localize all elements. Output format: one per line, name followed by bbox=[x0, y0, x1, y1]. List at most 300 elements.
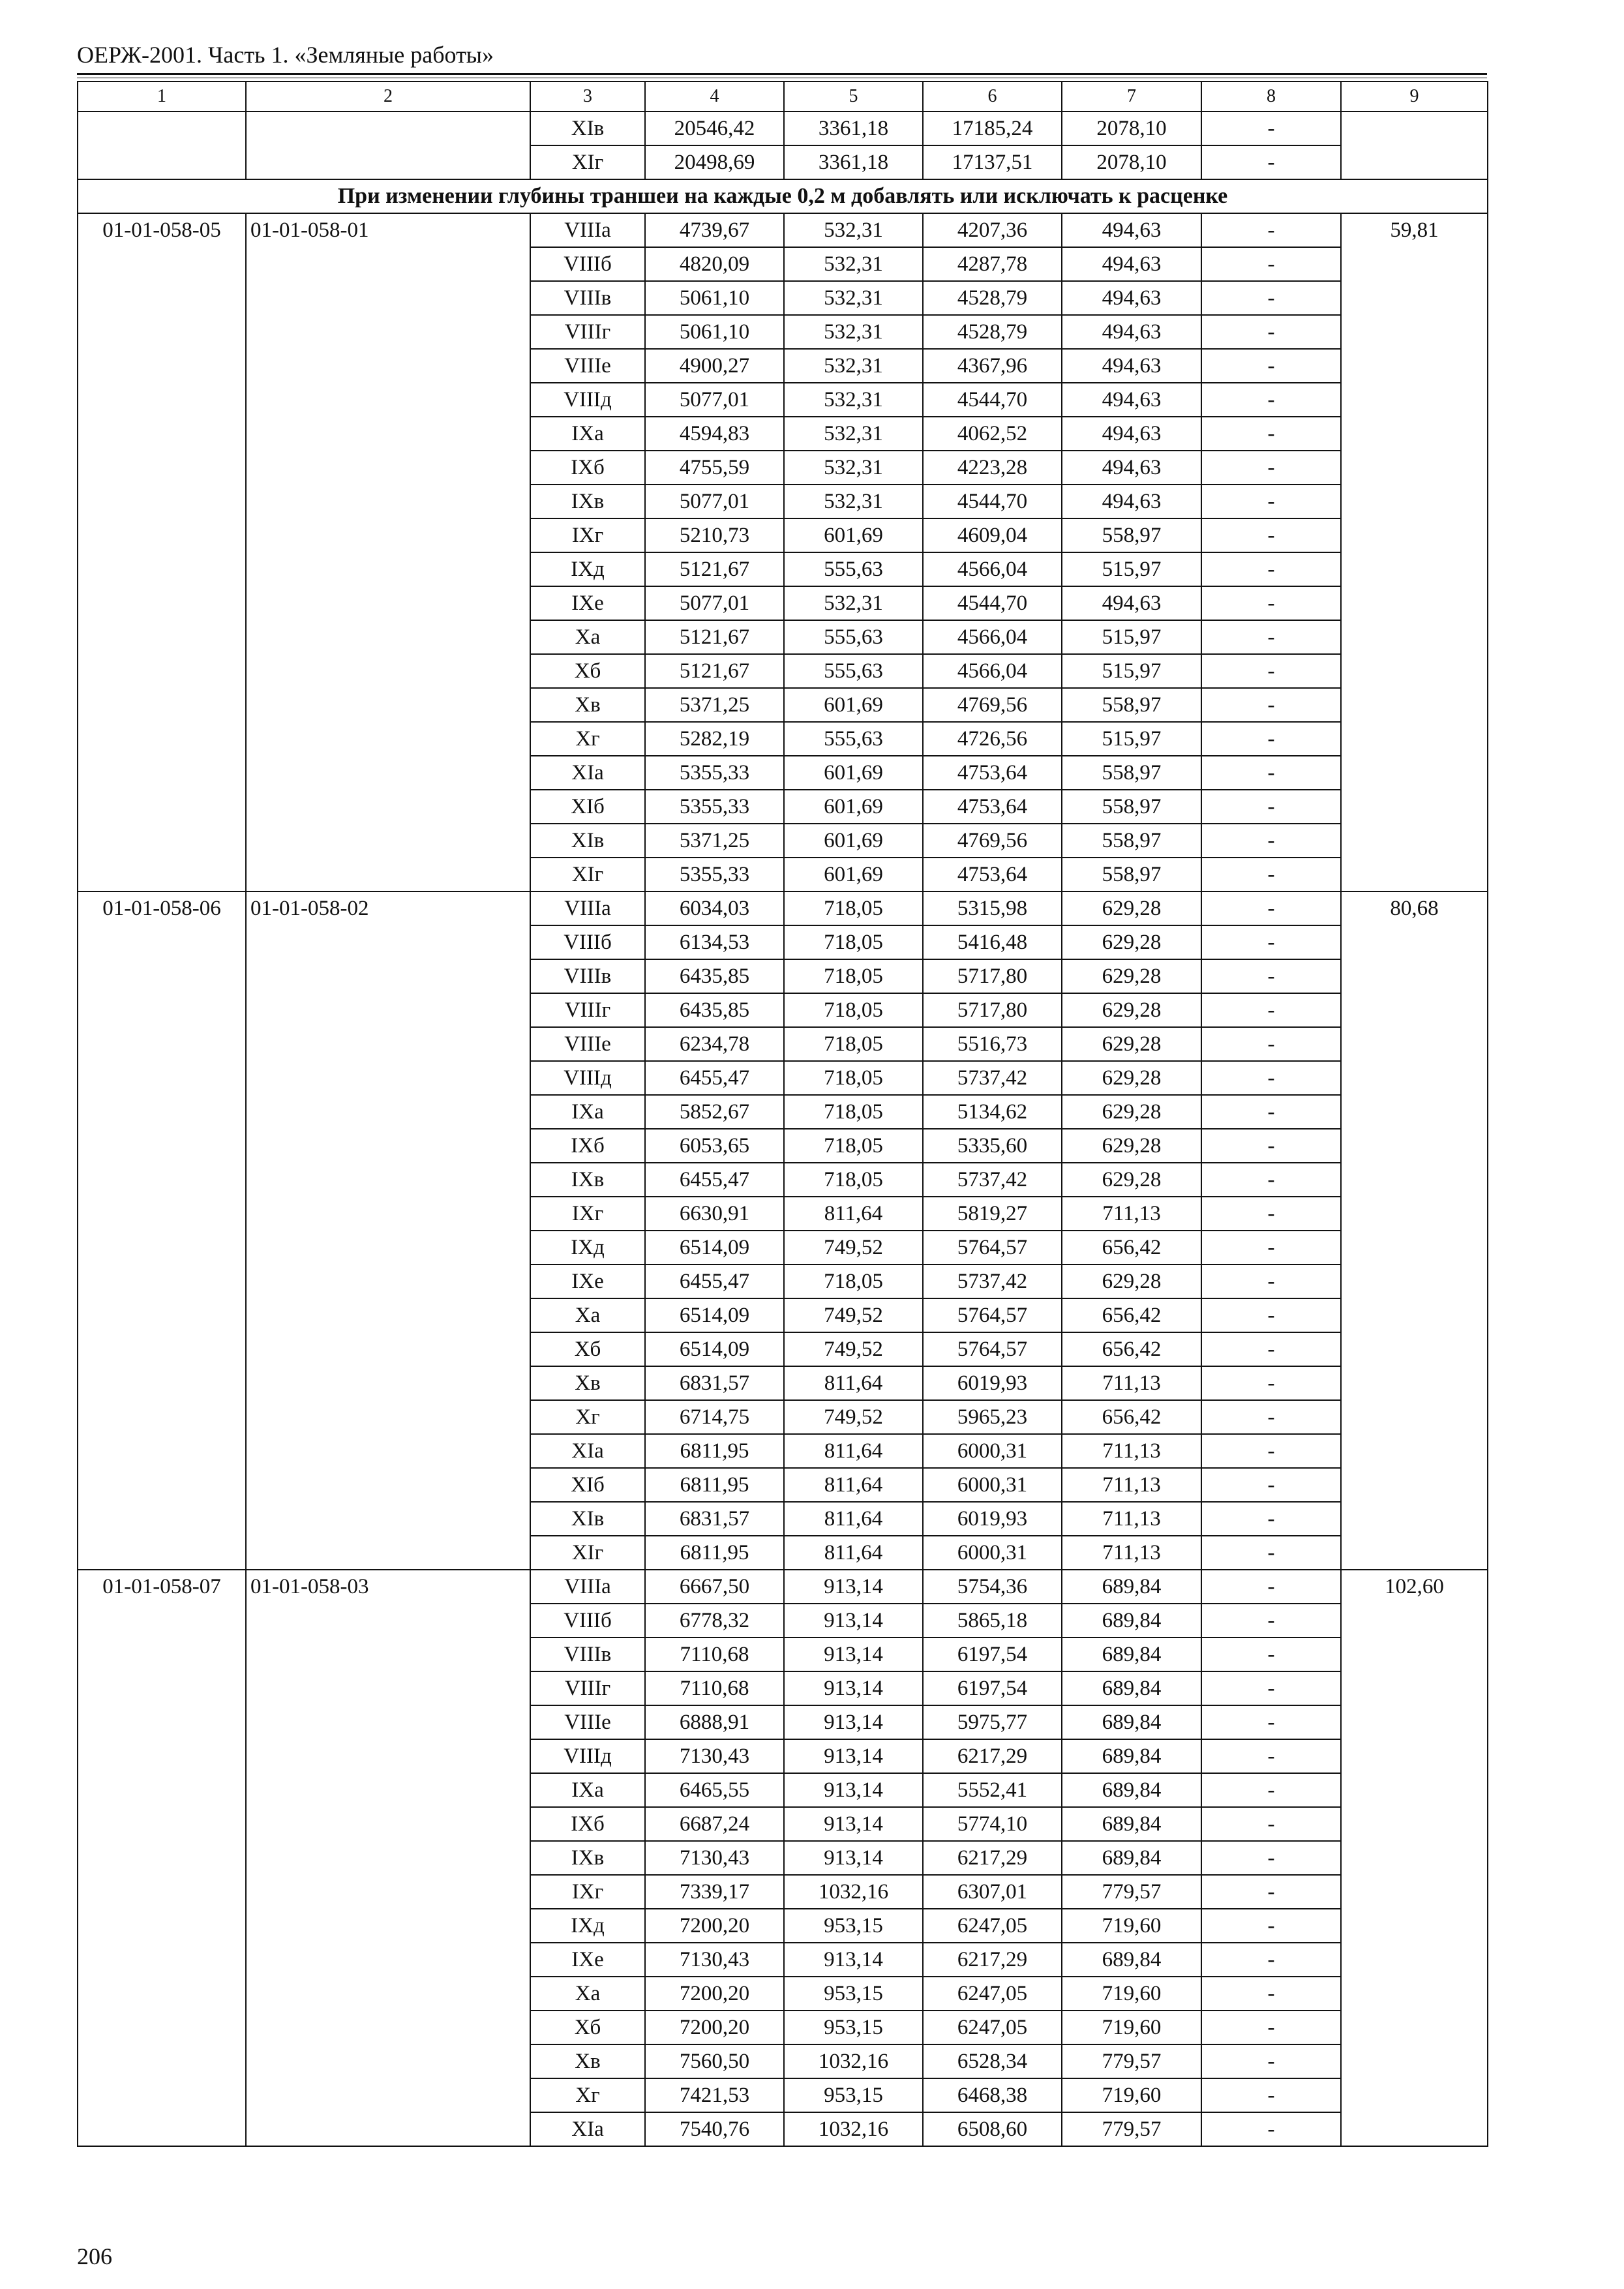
materials-cell: - bbox=[1201, 518, 1341, 552]
wages-cell: 718,05 bbox=[784, 925, 923, 959]
page-header: ОЕРЖ-2001. Часть 1. «Земляные работы» bbox=[77, 42, 494, 68]
machines-cell: 17185,24 bbox=[923, 112, 1062, 145]
machines-cell: 5717,80 bbox=[923, 959, 1062, 993]
machines-cell: 4062,52 bbox=[923, 417, 1062, 451]
total-cost-cell: 6514,09 bbox=[645, 1231, 784, 1264]
operators-wage-cell: 2078,10 bbox=[1062, 112, 1201, 145]
total-cost-cell: 5371,25 bbox=[645, 688, 784, 722]
total-cost-cell: 5371,25 bbox=[645, 824, 784, 858]
category-cell: IXе bbox=[530, 586, 645, 620]
total-cost-cell: 5852,67 bbox=[645, 1095, 784, 1129]
total-cost-cell: 20546,42 bbox=[645, 112, 784, 145]
wages-cell: 913,14 bbox=[784, 1739, 923, 1773]
materials-cell: - bbox=[1201, 485, 1341, 518]
total-cost-cell: 6435,85 bbox=[645, 959, 784, 993]
wages-cell: 913,14 bbox=[784, 1570, 923, 1604]
wages-cell: 953,15 bbox=[784, 2078, 923, 2112]
wages-cell: 811,64 bbox=[784, 1366, 923, 1400]
column-number: 6 bbox=[923, 82, 1062, 112]
operators-wage-cell: 689,84 bbox=[1062, 1841, 1201, 1875]
category-cell: VIIIд bbox=[530, 1061, 645, 1095]
category-cell: XIб bbox=[530, 1468, 645, 1502]
operators-wage-cell: 711,13 bbox=[1062, 1366, 1201, 1400]
category-cell: IXв bbox=[530, 485, 645, 518]
category-cell: Xв bbox=[530, 2044, 645, 2078]
operators-wage-cell: 689,84 bbox=[1062, 1671, 1201, 1705]
total-cost-cell: 7200,20 bbox=[645, 1909, 784, 1943]
materials-cell: - bbox=[1201, 1332, 1341, 1366]
machines-cell: 6528,34 bbox=[923, 2044, 1062, 2078]
total-cost-cell: 5121,67 bbox=[645, 654, 784, 688]
wages-cell: 811,64 bbox=[784, 1468, 923, 1502]
wages-cell: 913,14 bbox=[784, 1604, 923, 1638]
wages-cell: 532,31 bbox=[784, 349, 923, 383]
total-cost-cell: 6435,85 bbox=[645, 993, 784, 1027]
wages-cell: 555,63 bbox=[784, 654, 923, 688]
operators-wage-cell: 719,60 bbox=[1062, 2011, 1201, 2044]
materials-cell: - bbox=[1201, 145, 1341, 179]
category-cell: IXб bbox=[530, 451, 645, 485]
category-cell: XIа bbox=[530, 756, 645, 790]
total-cost-cell: 6687,24 bbox=[645, 1807, 784, 1841]
materials-cell: - bbox=[1201, 1502, 1341, 1536]
operators-wage-cell: 689,84 bbox=[1062, 1943, 1201, 1977]
section-note: При изменении глубины траншеи на каждые 0,2 м добавлять или исключать к расценке bbox=[78, 179, 1488, 213]
operators-wage-cell: 515,97 bbox=[1062, 620, 1201, 654]
machines-cell: 4207,36 bbox=[923, 213, 1062, 247]
total-cost-cell: 4900,27 bbox=[645, 349, 784, 383]
category-cell: IXд bbox=[530, 1231, 645, 1264]
operators-wage-cell: 494,63 bbox=[1062, 281, 1201, 315]
materials-cell: - bbox=[1201, 1943, 1341, 1977]
operators-wage-cell: 689,84 bbox=[1062, 1604, 1201, 1638]
category-cell: IXг bbox=[530, 1197, 645, 1231]
category-cell: VIIIа bbox=[530, 213, 645, 247]
materials-cell: - bbox=[1201, 688, 1341, 722]
materials-cell: - bbox=[1201, 1027, 1341, 1061]
wages-cell: 811,64 bbox=[784, 1197, 923, 1231]
category-cell: VIIIб bbox=[530, 1604, 645, 1638]
operators-wage-cell: 711,13 bbox=[1062, 1536, 1201, 1570]
category-cell: VIIIг bbox=[530, 993, 645, 1027]
column-number: 5 bbox=[784, 82, 923, 112]
machines-cell: 5754,36 bbox=[923, 1570, 1062, 1604]
machines-cell: 4609,04 bbox=[923, 518, 1062, 552]
machines-cell: 6000,31 bbox=[923, 1434, 1062, 1468]
machines-cell: 6468,38 bbox=[923, 2078, 1062, 2112]
machines-cell: 4753,64 bbox=[923, 858, 1062, 891]
total-cost-cell: 7130,43 bbox=[645, 1841, 784, 1875]
column-number: 4 bbox=[645, 82, 784, 112]
total-cost-cell: 6455,47 bbox=[645, 1264, 784, 1298]
labor-cost-cell: 59,81 bbox=[1341, 213, 1488, 891]
page-number: 206 bbox=[77, 2243, 112, 2269]
materials-cell: - bbox=[1201, 1604, 1341, 1638]
category-cell: XIг bbox=[530, 858, 645, 891]
operators-wage-cell: 689,84 bbox=[1062, 1807, 1201, 1841]
materials-cell: - bbox=[1201, 1366, 1341, 1400]
column-number: 3 bbox=[530, 82, 645, 112]
machines-cell: 6197,54 bbox=[923, 1671, 1062, 1705]
machines-cell: 4753,64 bbox=[923, 790, 1062, 824]
materials-cell: - bbox=[1201, 1400, 1341, 1434]
machines-cell: 5134,62 bbox=[923, 1095, 1062, 1129]
category-cell: VIIIв bbox=[530, 1638, 645, 1671]
operators-wage-cell: 558,97 bbox=[1062, 756, 1201, 790]
operators-wage-cell: 629,28 bbox=[1062, 1129, 1201, 1163]
operators-wage-cell: 719,60 bbox=[1062, 2078, 1201, 2112]
wages-cell: 811,64 bbox=[784, 1502, 923, 1536]
wages-cell: 718,05 bbox=[784, 1163, 923, 1197]
total-cost-cell: 6514,09 bbox=[645, 1298, 784, 1332]
operators-wage-cell: 629,28 bbox=[1062, 1163, 1201, 1197]
wages-cell: 1032,16 bbox=[784, 1875, 923, 1909]
category-cell: VIIIа bbox=[530, 1570, 645, 1604]
operators-wage-cell: 689,84 bbox=[1062, 1570, 1201, 1604]
table-row bbox=[78, 891, 1488, 925]
materials-cell: - bbox=[1201, 1095, 1341, 1129]
materials-cell: - bbox=[1201, 586, 1341, 620]
machines-cell: 17137,51 bbox=[923, 145, 1062, 179]
machines-cell: 6247,05 bbox=[923, 1909, 1062, 1943]
wages-cell: 532,31 bbox=[784, 451, 923, 485]
machines-cell: 5737,42 bbox=[923, 1163, 1062, 1197]
operators-wage-cell: 711,13 bbox=[1062, 1197, 1201, 1231]
wages-cell: 601,69 bbox=[784, 790, 923, 824]
wages-cell: 718,05 bbox=[784, 891, 923, 925]
category-cell: Xв bbox=[530, 1366, 645, 1400]
materials-cell: - bbox=[1201, 2078, 1341, 2112]
materials-cell: - bbox=[1201, 824, 1341, 858]
machines-cell: 5965,23 bbox=[923, 1400, 1062, 1434]
operators-wage-cell: 515,97 bbox=[1062, 654, 1201, 688]
operators-wage-cell: 558,97 bbox=[1062, 518, 1201, 552]
wages-cell: 532,31 bbox=[784, 417, 923, 451]
operators-wage-cell: 629,28 bbox=[1062, 959, 1201, 993]
category-cell: IXд bbox=[530, 552, 645, 586]
wages-cell: 1032,16 bbox=[784, 2044, 923, 2078]
total-cost-cell: 6134,53 bbox=[645, 925, 784, 959]
materials-cell: - bbox=[1201, 1977, 1341, 2011]
operators-wage-cell: 2078,10 bbox=[1062, 145, 1201, 179]
column-number: 9 bbox=[1341, 82, 1488, 112]
materials-cell: - bbox=[1201, 756, 1341, 790]
operators-wage-cell: 558,97 bbox=[1062, 790, 1201, 824]
operators-wage-cell: 629,28 bbox=[1062, 925, 1201, 959]
machines-cell: 6019,93 bbox=[923, 1366, 1062, 1400]
category-cell: VIIIд bbox=[530, 1739, 645, 1773]
operators-wage-cell: 779,57 bbox=[1062, 1875, 1201, 1909]
materials-cell: - bbox=[1201, 1468, 1341, 1502]
materials-cell: - bbox=[1201, 1129, 1341, 1163]
operators-wage-cell: 494,63 bbox=[1062, 485, 1201, 518]
operators-wage-cell: 711,13 bbox=[1062, 1434, 1201, 1468]
total-cost-cell: 7200,20 bbox=[645, 1977, 784, 2011]
wages-cell: 555,63 bbox=[784, 552, 923, 586]
operators-wage-cell: 656,42 bbox=[1062, 1231, 1201, 1264]
materials-cell: - bbox=[1201, 1739, 1341, 1773]
materials-cell: - bbox=[1201, 1298, 1341, 1332]
wages-cell: 953,15 bbox=[784, 1977, 923, 2011]
table-row bbox=[78, 213, 1488, 247]
labor-cell-empty bbox=[1341, 112, 1488, 179]
wages-cell: 749,52 bbox=[784, 1231, 923, 1264]
machines-cell: 4769,56 bbox=[923, 824, 1062, 858]
category-cell: VIIIд bbox=[530, 383, 645, 417]
base-rate-code-cell: 01-01-058-01 bbox=[246, 213, 530, 891]
wages-cell: 532,31 bbox=[784, 383, 923, 417]
machines-cell: 6197,54 bbox=[923, 1638, 1062, 1671]
materials-cell: - bbox=[1201, 1536, 1341, 1570]
code-cell-empty bbox=[78, 112, 246, 179]
total-cost-cell: 5077,01 bbox=[645, 383, 784, 417]
wages-cell: 913,14 bbox=[784, 1671, 923, 1705]
total-cost-cell: 6831,57 bbox=[645, 1366, 784, 1400]
total-cost-cell: 6514,09 bbox=[645, 1332, 784, 1366]
category-cell: XIб bbox=[530, 790, 645, 824]
materials-cell: - bbox=[1201, 417, 1341, 451]
materials-cell: - bbox=[1201, 1061, 1341, 1095]
total-cost-cell: 5077,01 bbox=[645, 586, 784, 620]
materials-cell: - bbox=[1201, 315, 1341, 349]
machines-cell: 5764,57 bbox=[923, 1332, 1062, 1366]
operators-wage-cell: 629,28 bbox=[1062, 993, 1201, 1027]
category-cell: IXа bbox=[530, 417, 645, 451]
materials-cell: - bbox=[1201, 1638, 1341, 1671]
materials-cell: - bbox=[1201, 1231, 1341, 1264]
rate-code-cell: 01-01-058-06 bbox=[78, 891, 246, 1570]
total-cost-cell: 7540,76 bbox=[645, 2112, 784, 2146]
materials-cell: - bbox=[1201, 349, 1341, 383]
materials-cell: - bbox=[1201, 1773, 1341, 1807]
materials-cell: - bbox=[1201, 1434, 1341, 1468]
materials-cell: - bbox=[1201, 620, 1341, 654]
category-cell: VIIIе bbox=[530, 349, 645, 383]
total-cost-cell: 5121,67 bbox=[645, 552, 784, 586]
total-cost-cell: 5077,01 bbox=[645, 485, 784, 518]
total-cost-cell: 7110,68 bbox=[645, 1638, 784, 1671]
total-cost-cell: 6811,95 bbox=[645, 1468, 784, 1502]
total-cost-cell: 6455,47 bbox=[645, 1061, 784, 1095]
category-cell: Xг bbox=[530, 1400, 645, 1434]
machines-cell: 4528,79 bbox=[923, 315, 1062, 349]
total-cost-cell: 5061,10 bbox=[645, 315, 784, 349]
total-cost-cell: 7339,17 bbox=[645, 1875, 784, 1909]
operators-wage-cell: 629,28 bbox=[1062, 1095, 1201, 1129]
wages-cell: 1032,16 bbox=[784, 2112, 923, 2146]
category-cell: Xв bbox=[530, 688, 645, 722]
materials-cell: - bbox=[1201, 1875, 1341, 1909]
materials-cell: - bbox=[1201, 383, 1341, 417]
wages-cell: 913,14 bbox=[784, 1943, 923, 1977]
materials-cell: - bbox=[1201, 1909, 1341, 1943]
machines-cell: 6000,31 bbox=[923, 1536, 1062, 1570]
materials-cell: - bbox=[1201, 925, 1341, 959]
category-cell: IXе bbox=[530, 1943, 645, 1977]
total-cost-cell: 5355,33 bbox=[645, 858, 784, 891]
wages-cell: 913,14 bbox=[784, 1638, 923, 1671]
materials-cell: - bbox=[1201, 1264, 1341, 1298]
total-cost-cell: 6034,03 bbox=[645, 891, 784, 925]
machines-cell: 6019,93 bbox=[923, 1502, 1062, 1536]
total-cost-cell: 5282,19 bbox=[645, 722, 784, 756]
category-cell: IXг bbox=[530, 518, 645, 552]
total-cost-cell: 6778,32 bbox=[645, 1604, 784, 1638]
total-cost-cell: 6811,95 bbox=[645, 1434, 784, 1468]
header-rule-thick bbox=[77, 73, 1487, 75]
rates-table bbox=[77, 81, 1488, 2147]
operators-wage-cell: 629,28 bbox=[1062, 1027, 1201, 1061]
wages-cell: 811,64 bbox=[784, 1434, 923, 1468]
table-row bbox=[78, 1570, 1488, 1604]
operators-wage-cell: 689,84 bbox=[1062, 1739, 1201, 1773]
category-cell: Xб bbox=[530, 1332, 645, 1366]
labor-cost-cell: 80,68 bbox=[1341, 891, 1488, 1570]
column-number: 7 bbox=[1062, 82, 1201, 112]
machines-cell: 5717,80 bbox=[923, 993, 1062, 1027]
category-cell: XIг bbox=[530, 1536, 645, 1570]
operators-wage-cell: 629,28 bbox=[1062, 1264, 1201, 1298]
wages-cell: 3361,18 bbox=[784, 112, 923, 145]
materials-cell: - bbox=[1201, 451, 1341, 485]
category-cell: Xб bbox=[530, 654, 645, 688]
wages-cell: 601,69 bbox=[784, 688, 923, 722]
category-cell: Xа bbox=[530, 1977, 645, 2011]
category-cell: XIв bbox=[530, 112, 645, 145]
operators-wage-cell: 494,63 bbox=[1062, 315, 1201, 349]
operators-wage-cell: 629,28 bbox=[1062, 1061, 1201, 1095]
materials-cell: - bbox=[1201, 993, 1341, 1027]
machines-cell: 5335,60 bbox=[923, 1129, 1062, 1163]
category-cell: XIа bbox=[530, 2112, 645, 2146]
wages-cell: 532,31 bbox=[784, 213, 923, 247]
machines-cell: 4566,04 bbox=[923, 654, 1062, 688]
operators-wage-cell: 779,57 bbox=[1062, 2112, 1201, 2146]
column-number: 1 bbox=[78, 82, 246, 112]
category-cell: IXб bbox=[530, 1129, 645, 1163]
materials-cell: - bbox=[1201, 654, 1341, 688]
category-cell: IXв bbox=[530, 1841, 645, 1875]
operators-wage-cell: 629,28 bbox=[1062, 891, 1201, 925]
total-cost-cell: 4594,83 bbox=[645, 417, 784, 451]
total-cost-cell: 6831,57 bbox=[645, 1502, 784, 1536]
operators-wage-cell: 656,42 bbox=[1062, 1400, 1201, 1434]
category-cell: VIIIг bbox=[530, 315, 645, 349]
operators-wage-cell: 494,63 bbox=[1062, 247, 1201, 281]
materials-cell: - bbox=[1201, 891, 1341, 925]
total-cost-cell: 5061,10 bbox=[645, 281, 784, 315]
wages-cell: 953,15 bbox=[784, 2011, 923, 2044]
operators-wage-cell: 494,63 bbox=[1062, 383, 1201, 417]
total-cost-cell: 5355,33 bbox=[645, 756, 784, 790]
materials-cell: - bbox=[1201, 1197, 1341, 1231]
operators-wage-cell: 494,63 bbox=[1062, 451, 1201, 485]
wages-cell: 718,05 bbox=[784, 1061, 923, 1095]
column-number: 2 bbox=[246, 82, 530, 112]
total-cost-cell: 6714,75 bbox=[645, 1400, 784, 1434]
operators-wage-cell: 558,97 bbox=[1062, 824, 1201, 858]
machines-cell: 5764,57 bbox=[923, 1231, 1062, 1264]
machines-cell: 6217,29 bbox=[923, 1841, 1062, 1875]
category-cell: VIIIб bbox=[530, 247, 645, 281]
total-cost-cell: 6465,55 bbox=[645, 1773, 784, 1807]
operators-wage-cell: 711,13 bbox=[1062, 1502, 1201, 1536]
machines-cell: 4544,70 bbox=[923, 586, 1062, 620]
machines-cell: 6247,05 bbox=[923, 2011, 1062, 2044]
operators-wage-cell: 689,84 bbox=[1062, 1705, 1201, 1739]
category-cell: XIв bbox=[530, 824, 645, 858]
machines-cell: 5737,42 bbox=[923, 1264, 1062, 1298]
total-cost-cell: 4755,59 bbox=[645, 451, 784, 485]
category-cell: Xг bbox=[530, 2078, 645, 2112]
category-cell: XIа bbox=[530, 1434, 645, 1468]
machines-cell: 4528,79 bbox=[923, 281, 1062, 315]
category-cell: VIIIв bbox=[530, 959, 645, 993]
operators-wage-cell: 494,63 bbox=[1062, 213, 1201, 247]
wages-cell: 532,31 bbox=[784, 586, 923, 620]
operators-wage-cell: 689,84 bbox=[1062, 1638, 1201, 1671]
machines-cell: 4726,56 bbox=[923, 722, 1062, 756]
category-cell: Xб bbox=[530, 2011, 645, 2044]
base-rate-code-cell: 01-01-058-03 bbox=[246, 1570, 530, 2146]
operators-wage-cell: 558,97 bbox=[1062, 688, 1201, 722]
machines-cell: 5819,27 bbox=[923, 1197, 1062, 1231]
category-cell: Xа bbox=[530, 1298, 645, 1332]
total-cost-cell: 20498,69 bbox=[645, 145, 784, 179]
machines-cell: 5865,18 bbox=[923, 1604, 1062, 1638]
operators-wage-cell: 779,57 bbox=[1062, 2044, 1201, 2078]
wages-cell: 555,63 bbox=[784, 722, 923, 756]
total-cost-cell: 6053,65 bbox=[645, 1129, 784, 1163]
total-cost-cell: 5355,33 bbox=[645, 790, 784, 824]
materials-cell: - bbox=[1201, 1570, 1341, 1604]
category-cell: IXв bbox=[530, 1163, 645, 1197]
category-cell: XIв bbox=[530, 1502, 645, 1536]
category-cell: VIIIа bbox=[530, 891, 645, 925]
machines-cell: 4544,70 bbox=[923, 485, 1062, 518]
wages-cell: 532,31 bbox=[784, 281, 923, 315]
wages-cell: 601,69 bbox=[784, 518, 923, 552]
wages-cell: 555,63 bbox=[784, 620, 923, 654]
operators-wage-cell: 558,97 bbox=[1062, 858, 1201, 891]
wages-cell: 718,05 bbox=[784, 1129, 923, 1163]
category-cell: Xа bbox=[530, 620, 645, 654]
wages-cell: 532,31 bbox=[784, 315, 923, 349]
wages-cell: 953,15 bbox=[784, 1909, 923, 1943]
machines-cell: 6217,29 bbox=[923, 1943, 1062, 1977]
wages-cell: 718,05 bbox=[784, 993, 923, 1027]
operators-wage-cell: 719,60 bbox=[1062, 1977, 1201, 2011]
machines-cell: 5516,73 bbox=[923, 1027, 1062, 1061]
machines-cell: 5737,42 bbox=[923, 1061, 1062, 1095]
total-cost-cell: 6888,91 bbox=[645, 1705, 784, 1739]
category-cell: Xг bbox=[530, 722, 645, 756]
materials-cell: - bbox=[1201, 1163, 1341, 1197]
wages-cell: 3361,18 bbox=[784, 145, 923, 179]
total-cost-cell: 6667,50 bbox=[645, 1570, 784, 1604]
machines-cell: 4287,78 bbox=[923, 247, 1062, 281]
column-number: 8 bbox=[1201, 82, 1341, 112]
wages-cell: 811,64 bbox=[784, 1536, 923, 1570]
machines-cell: 4566,04 bbox=[923, 620, 1062, 654]
materials-cell: - bbox=[1201, 722, 1341, 756]
total-cost-cell: 6455,47 bbox=[645, 1163, 784, 1197]
total-cost-cell: 4820,09 bbox=[645, 247, 784, 281]
operators-wage-cell: 494,63 bbox=[1062, 417, 1201, 451]
machines-cell: 4753,64 bbox=[923, 756, 1062, 790]
category-cell: VIIIе bbox=[530, 1705, 645, 1739]
machines-cell: 4367,96 bbox=[923, 349, 1062, 383]
